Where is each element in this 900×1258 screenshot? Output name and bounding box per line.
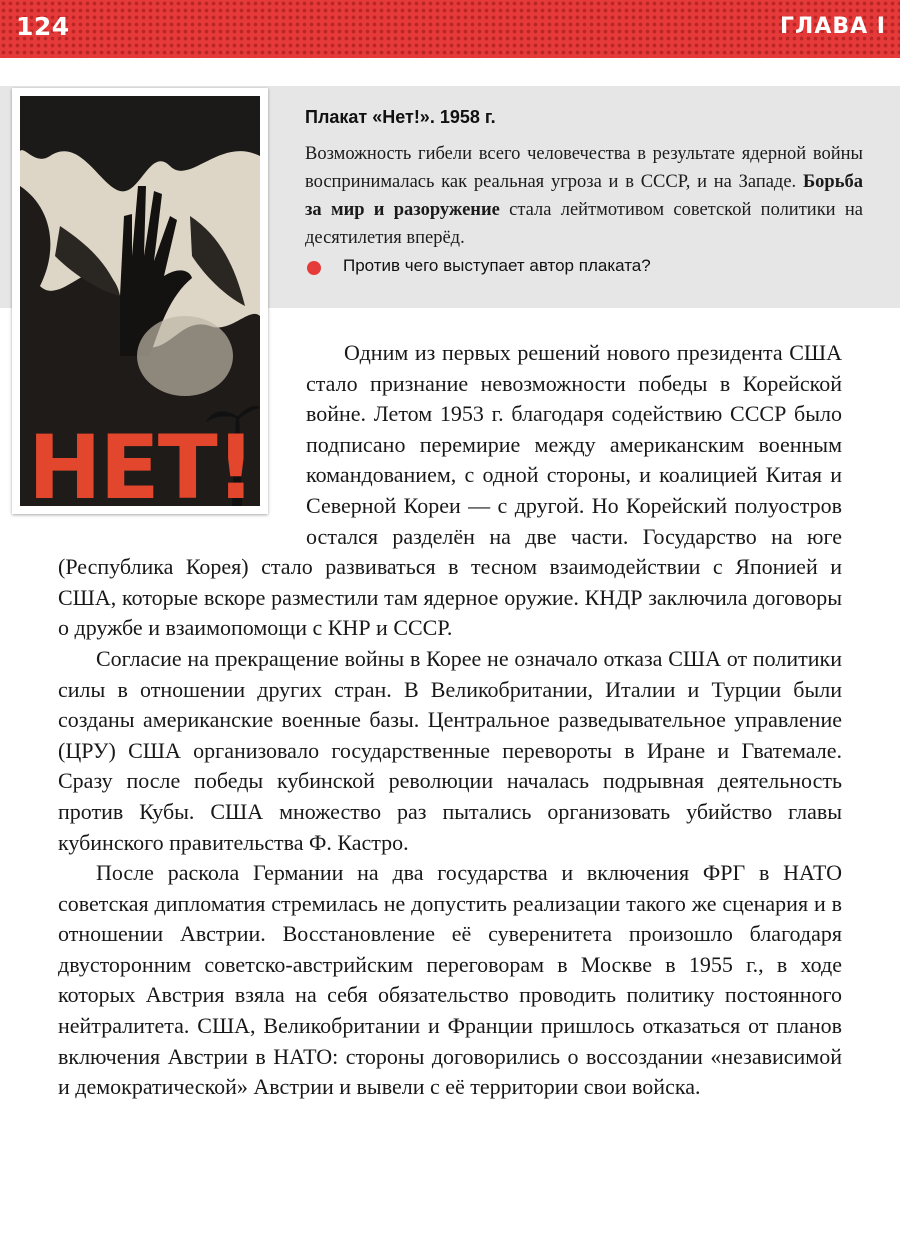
main-text bbox=[58, 338, 842, 1103]
caption-text-part2: стала лейтмотивом советской политики на десятилетия вперёд. bbox=[305, 200, 863, 248]
question-bullet-icon bbox=[307, 261, 321, 275]
caption-bold-term: Борьба за мир и разоружение bbox=[305, 172, 863, 220]
paragraph-2: Согласие на прекращение войны в Корее не означало отказа США от политики силы в отношении других стран. В Великобритании, Италии и Турции были созданы американские военные базы. Центральное разведывательное управление (ЦРУ) США организовало государственные перевороты в Иране и Гватемале. Сразу после победы кубинской революции началась подрывная деятельность против Кубы. США множество раз пытались организовать убийство главы кубинского правительства Ф. Кастро. bbox=[58, 645, 842, 855]
paragraph-3: После раскола Германии на два государства и включения ФРГ в НАТО советская дипломатия стремилась не допустить реализации такого же сценария и в отношении Австрии. Восстановление её суверенитета произошло благодаря двусторонним советско-австрийским переговорам в Москве в 1955 г., в ходе которых Австрия взяла на себя обязательство проводить политику постоянного нейтралитета. США, Великобритании и Франции пришлось отказаться от планов включения Австрии в НАТО: стороны договорились о воссоздании «независимой и демократической» Австрии и вывели с её территории свои войска. bbox=[58, 860, 842, 1100]
caption-text-part1: Возможность гибели всего человечества в результате ядерной войны воспринималась как реальная угроза и в СССР, и на Западе. bbox=[305, 144, 863, 192]
chapter-label: ГЛАВА I bbox=[780, 14, 886, 39]
question-text: Против чего выступает автор плаката? bbox=[343, 256, 651, 275]
caption-text bbox=[305, 140, 863, 252]
poster-title-text: НЕТ! bbox=[28, 416, 254, 506]
paragraph-1: Одним из первых решений нового президента США стало признание невозможности победы в Корейской войне. Летом 1953 г. благодаря содействию СССР было подписано перемирие между американским военным командованием, с одной стороны, и коалицией Китая и Северной Кореи — с другой. Но Корейский полуостров остался разделён на две части. Государство на юге (Республика Корея) стало развиваться в тесном взаимодействии с Японией и США, которые вскоре разместили там ядерное оружие. КНДР заключила договоры о дружбе и взаимопомощи с КНР и СССР. bbox=[58, 340, 842, 641]
chapter-header-band bbox=[0, 0, 900, 58]
caption-title: Плакат «Нет!». 1958 г. bbox=[305, 107, 496, 127]
page-number: 124 bbox=[16, 12, 70, 41]
